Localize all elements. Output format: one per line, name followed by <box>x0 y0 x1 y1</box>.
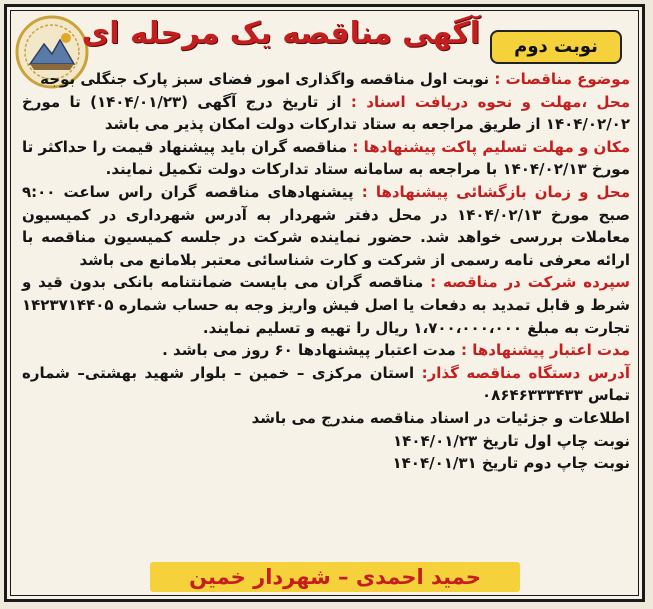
section-label: محل ،مهلت و نحوه دریافت اسناد : <box>350 92 630 111</box>
section-receipt <box>22 91 630 136</box>
section-label: مکان و مهلت تسلیم پاکت پیشنهادها : <box>352 137 630 156</box>
section-label: آدرس دستگاه مناقصه گذار: <box>421 363 630 382</box>
section-label: موضوع مناقصات : <box>494 70 630 88</box>
print-dates <box>22 407 630 475</box>
section-text: استان مرکزی – خمین – بلوار شهید بهشتی– شماره تماس ۰۸۶۴۶۳۳۳۴۳۳ <box>22 363 630 405</box>
section-text: از تاریخ درج آگهی (۱۴۰۴/۰۱/۲۳) تا مورخ ۱۴۰۴/۰۲/۰۲ از طریق مراجعه به ستاد تدارکات دولت امکان پذیر می باشد <box>22 92 630 134</box>
section-text: مدت اعتبار پیشنهادها ۶۰ روز می باشد . <box>162 341 461 360</box>
section-opening <box>22 181 630 271</box>
section-subject <box>22 68 630 91</box>
second-print-date: نوبت چاپ دوم تاریخ ۱۴۰۴/۰۱/۳۱ <box>392 454 630 473</box>
section-delivery <box>22 136 630 181</box>
section-text: نوبت اول مناقصه واگذاری امور فضای سبز پارک جنگلی بوجه <box>40 70 495 88</box>
section-address <box>22 362 630 407</box>
section-label: مدت اعتبار پیشنهادها : <box>461 341 630 360</box>
signature-banner: حمید احمدی – شهردار خمین <box>150 562 520 592</box>
page-title: آگهی مناقصه یک مرحله ای <box>81 16 480 51</box>
section-validity <box>22 339 630 362</box>
details-note: اطلاعات و جزئیات در اسناد مناقصه مندرج می باشد <box>251 408 630 427</box>
section-label: محل و زمان بازگشائی پیشنهادها : <box>361 182 631 201</box>
section-deposit <box>22 271 630 339</box>
section-text: مناقصه گران باید پیشنهاد قیمت را حداکثر تا مورخ ۱۴۰۴/۰۲/۱۳ با مراجعه به سامانه ستاد تدارکات دولت تکمیل نمایند. <box>22 137 630 179</box>
section-text: پیشنهادهای مناقصه گران راس ساعت ۹:۰۰ صبح مورخ ۱۴۰۴/۰۲/۱۳ در محل دفتر شهردار به آدرس شهرداری در کمیسیون معاملات بررسی خواهد شد. حضور نماینده شرکت در جلسه کمیسیون مناقصه با ارائه معرفی نامه رسمی از شرکت و کارت شناسائی معتبر بلامانع می باشد <box>22 182 630 269</box>
section-label: سپرده شرکت در مناقصه : <box>430 273 630 292</box>
notice-body <box>22 68 630 475</box>
issue-badge: نوبت دوم <box>490 30 622 64</box>
section-text: مناقصه گران می بایست ضمانتنامه بانکی بدون قید و شرط و قابل تمدید به دفعات یا اصل فیش واریز وجه به حساب شماره ۱۴۲۳۷۱۴۴۰۵ تجارت به مبلغ ۱،۷۰۰،۰۰۰،۰۰۰ ریال را تهیه و تسلیم نمایند. <box>22 273 630 337</box>
first-print-date: نوبت چاپ اول تاریخ ۱۴۰۴/۰۱/۲۳ <box>393 431 630 450</box>
